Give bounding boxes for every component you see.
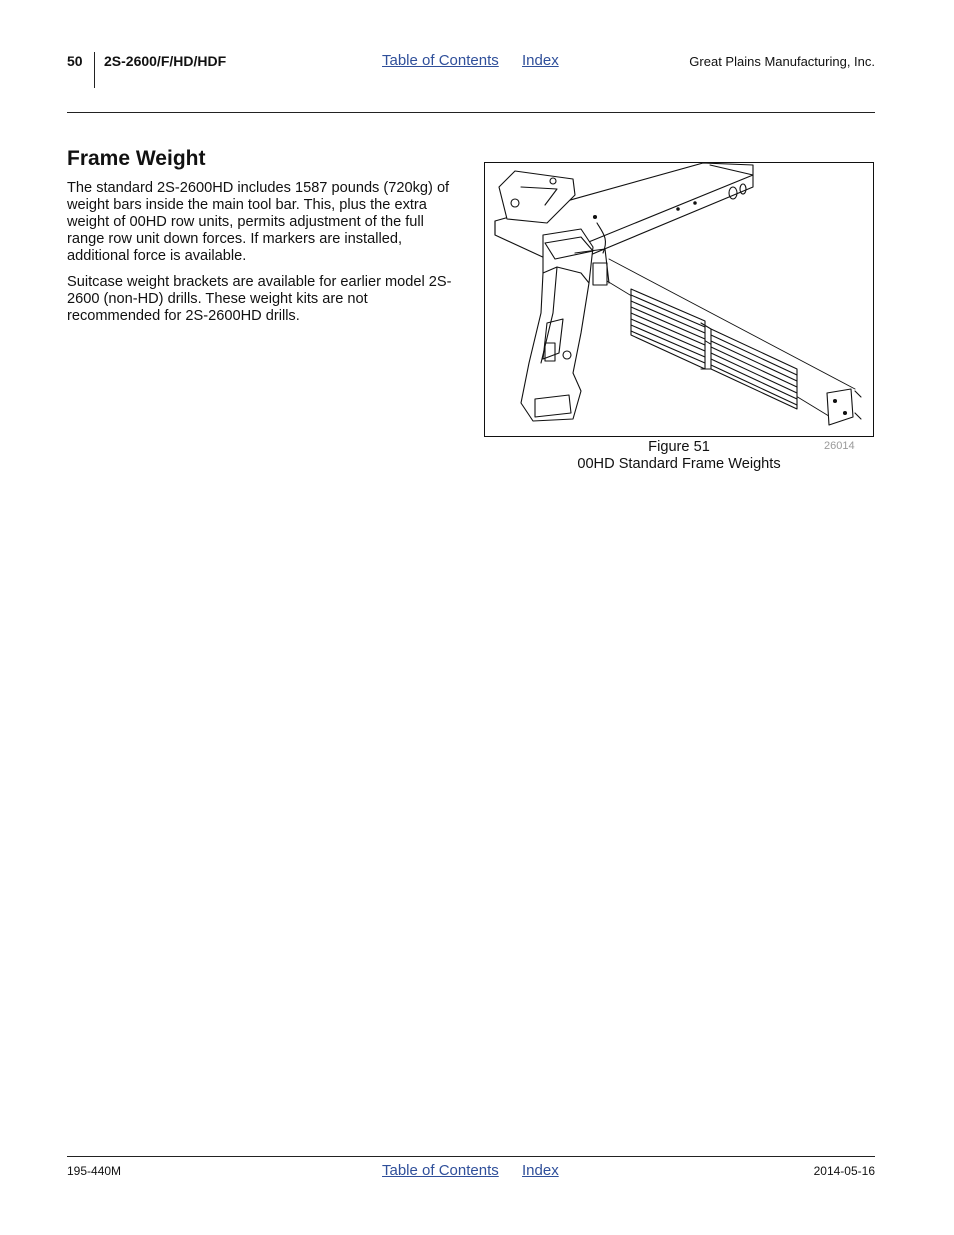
page-number: 50	[67, 53, 83, 69]
body-paragraph-1: The standard 2S-2600HD includes 1587 pounds (720kg) of weight bars inside the main tool bar. This, plus the extra weight of 00HD row units, permits adjustment of the full range row unit down forces. If markers are installed, additional force is available.	[67, 180, 450, 264]
header-rule	[67, 112, 875, 113]
footer-toc-link[interactable]: Table of Contents	[382, 1162, 499, 1179]
model-title: 2S-2600/F/HD/HDF	[104, 53, 227, 69]
figure-label: Figure 51	[648, 439, 710, 455]
figure-caption: 00HD Standard Frame Weights	[577, 456, 781, 472]
company-name: Great Plains Manufacturing, Inc.	[689, 54, 875, 69]
footer-index-link[interactable]: Index	[522, 1162, 559, 1179]
frame-weights-drawing	[485, 163, 873, 436]
figure-image-id: 26014	[824, 440, 855, 452]
figure-illustration	[484, 162, 874, 437]
footer-rule	[67, 1156, 875, 1157]
header-toc-link[interactable]: Table of Contents	[382, 52, 499, 69]
publication-date: 2014-05-16	[813, 1164, 875, 1178]
section-title: Frame Weight	[67, 147, 206, 170]
header-divider	[94, 52, 95, 88]
header-index-link[interactable]: Index	[522, 52, 559, 69]
end-cap-plate	[827, 389, 853, 425]
document-number: 195-440M	[67, 1164, 122, 1178]
body-paragraph-2: Suitcase weight brackets are available for earlier model 2S-2600 (non-HD) drills. These weight kits are not recommended for 2S-2600HD drills.	[67, 274, 452, 324]
